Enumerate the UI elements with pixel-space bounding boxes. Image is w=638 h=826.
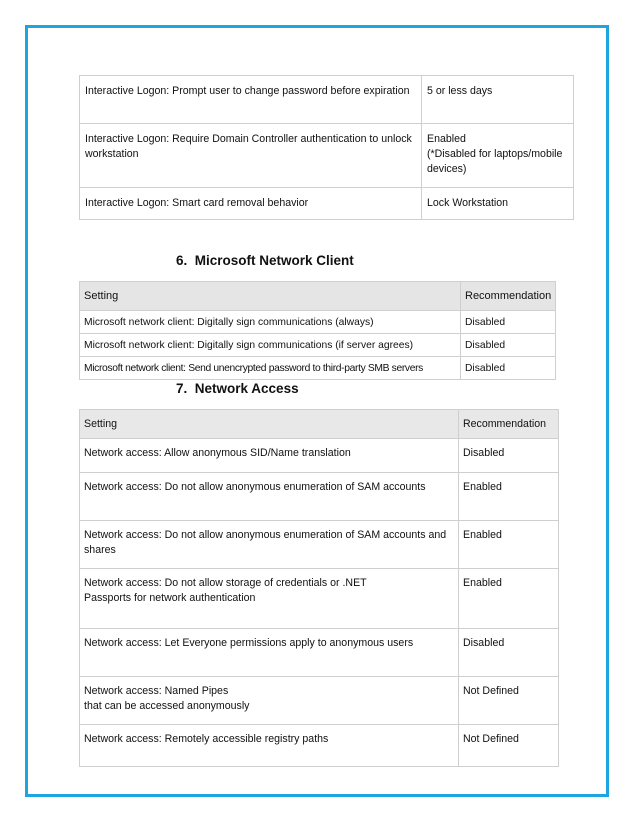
- setting-line: Passports for network authentication: [84, 592, 256, 604]
- setting-line: Network access: Do not allow anonymous enumeration of SAM accounts and: [84, 529, 447, 541]
- value-line: (*Disabled for laptops/mobile: [427, 148, 563, 160]
- value-cell: Enabled: [459, 521, 559, 569]
- interactive-logon-table: [79, 75, 574, 220]
- column-header-recommendation: Recommendation: [459, 410, 559, 439]
- value-cell: [422, 188, 574, 220]
- table-row: [80, 521, 559, 569]
- setting-line: Network access: Allow anonymous SID/Name translation: [84, 447, 351, 459]
- setting-line: shares: [84, 544, 116, 556]
- table-row: [80, 569, 559, 629]
- setting-cell: [80, 629, 459, 677]
- setting-cell: [80, 439, 459, 473]
- setting-cell: [80, 521, 459, 569]
- setting-cell: Microsoft network client: Send unencrypted password to third-party SMB servers: [80, 357, 461, 380]
- setting-cell: [80, 473, 459, 521]
- setting-line: that can be accessed anonymously: [84, 700, 250, 712]
- table-row: [80, 473, 559, 521]
- setting-cell: [80, 569, 459, 629]
- table-header-row: [80, 282, 556, 311]
- value-cell: Disabled: [461, 311, 556, 334]
- section-7-heading: [176, 381, 299, 396]
- value-cell: Disabled: [461, 357, 556, 380]
- value-cell: [422, 76, 574, 124]
- network-access-table: [79, 409, 559, 767]
- table-row: [80, 76, 574, 124]
- setting-cell: Microsoft network client: Digitally sign communications (always): [80, 311, 461, 334]
- value-cell: Disabled: [459, 629, 559, 677]
- setting-line: Network access: Do not allow storage of credentials or .NET: [84, 577, 367, 589]
- table-row: [80, 629, 559, 677]
- section-number: 7.: [176, 381, 188, 396]
- table-row: [80, 677, 559, 725]
- column-header-setting: Setting: [80, 410, 459, 439]
- section-title: Microsoft Network Client: [194, 253, 354, 268]
- section-title: Network Access: [194, 381, 299, 396]
- value-line: 5 or less days: [427, 85, 493, 97]
- microsoft-network-client-table: [79, 281, 556, 380]
- value-line: devices): [427, 163, 467, 175]
- value-cell: Not Defined: [459, 725, 559, 767]
- table-row: [80, 124, 574, 188]
- value-cell: Not Defined: [459, 677, 559, 725]
- setting-cell: [80, 677, 459, 725]
- setting-line: Network access: Do not allow anonymous enumeration of SAM accounts: [84, 481, 426, 493]
- section-6-heading: [176, 253, 354, 268]
- table-row: [80, 334, 556, 357]
- column-header-recommendation: Recommendation: [461, 282, 556, 311]
- value-cell: Disabled: [459, 439, 559, 473]
- value-cell: [422, 124, 574, 188]
- setting-line: Network access: Let Everyone permissions apply to anonymous users: [84, 637, 414, 649]
- section-number: 6.: [176, 253, 188, 268]
- table-row: [80, 311, 556, 334]
- setting-cell: [80, 725, 459, 767]
- value-cell: Disabled: [461, 334, 556, 357]
- setting-cell: Microsoft network client: Digitally sign communications (if server agrees): [80, 334, 461, 357]
- value-cell: Enabled: [459, 569, 559, 629]
- value-line: Enabled: [427, 133, 466, 145]
- setting-line: Network access: Named Pipes: [84, 685, 229, 697]
- table-row: [80, 188, 574, 220]
- setting-cell: Interactive Logon: Require Domain Controller authentication to unlock workstation: [80, 124, 422, 188]
- table-header-row: [80, 410, 559, 439]
- value-line: Lock Workstation: [427, 197, 509, 209]
- setting-line: Network access: Remotely accessible registry paths: [84, 733, 329, 745]
- table-row: [80, 725, 559, 767]
- setting-cell: Interactive Logon: Prompt user to change password before expiration: [80, 76, 422, 124]
- table-row: [80, 357, 556, 380]
- table-row: [80, 439, 559, 473]
- value-cell: Enabled: [459, 473, 559, 521]
- column-header-setting: Setting: [80, 282, 461, 311]
- setting-cell: Interactive Logon: Smart card removal behavior: [80, 188, 422, 220]
